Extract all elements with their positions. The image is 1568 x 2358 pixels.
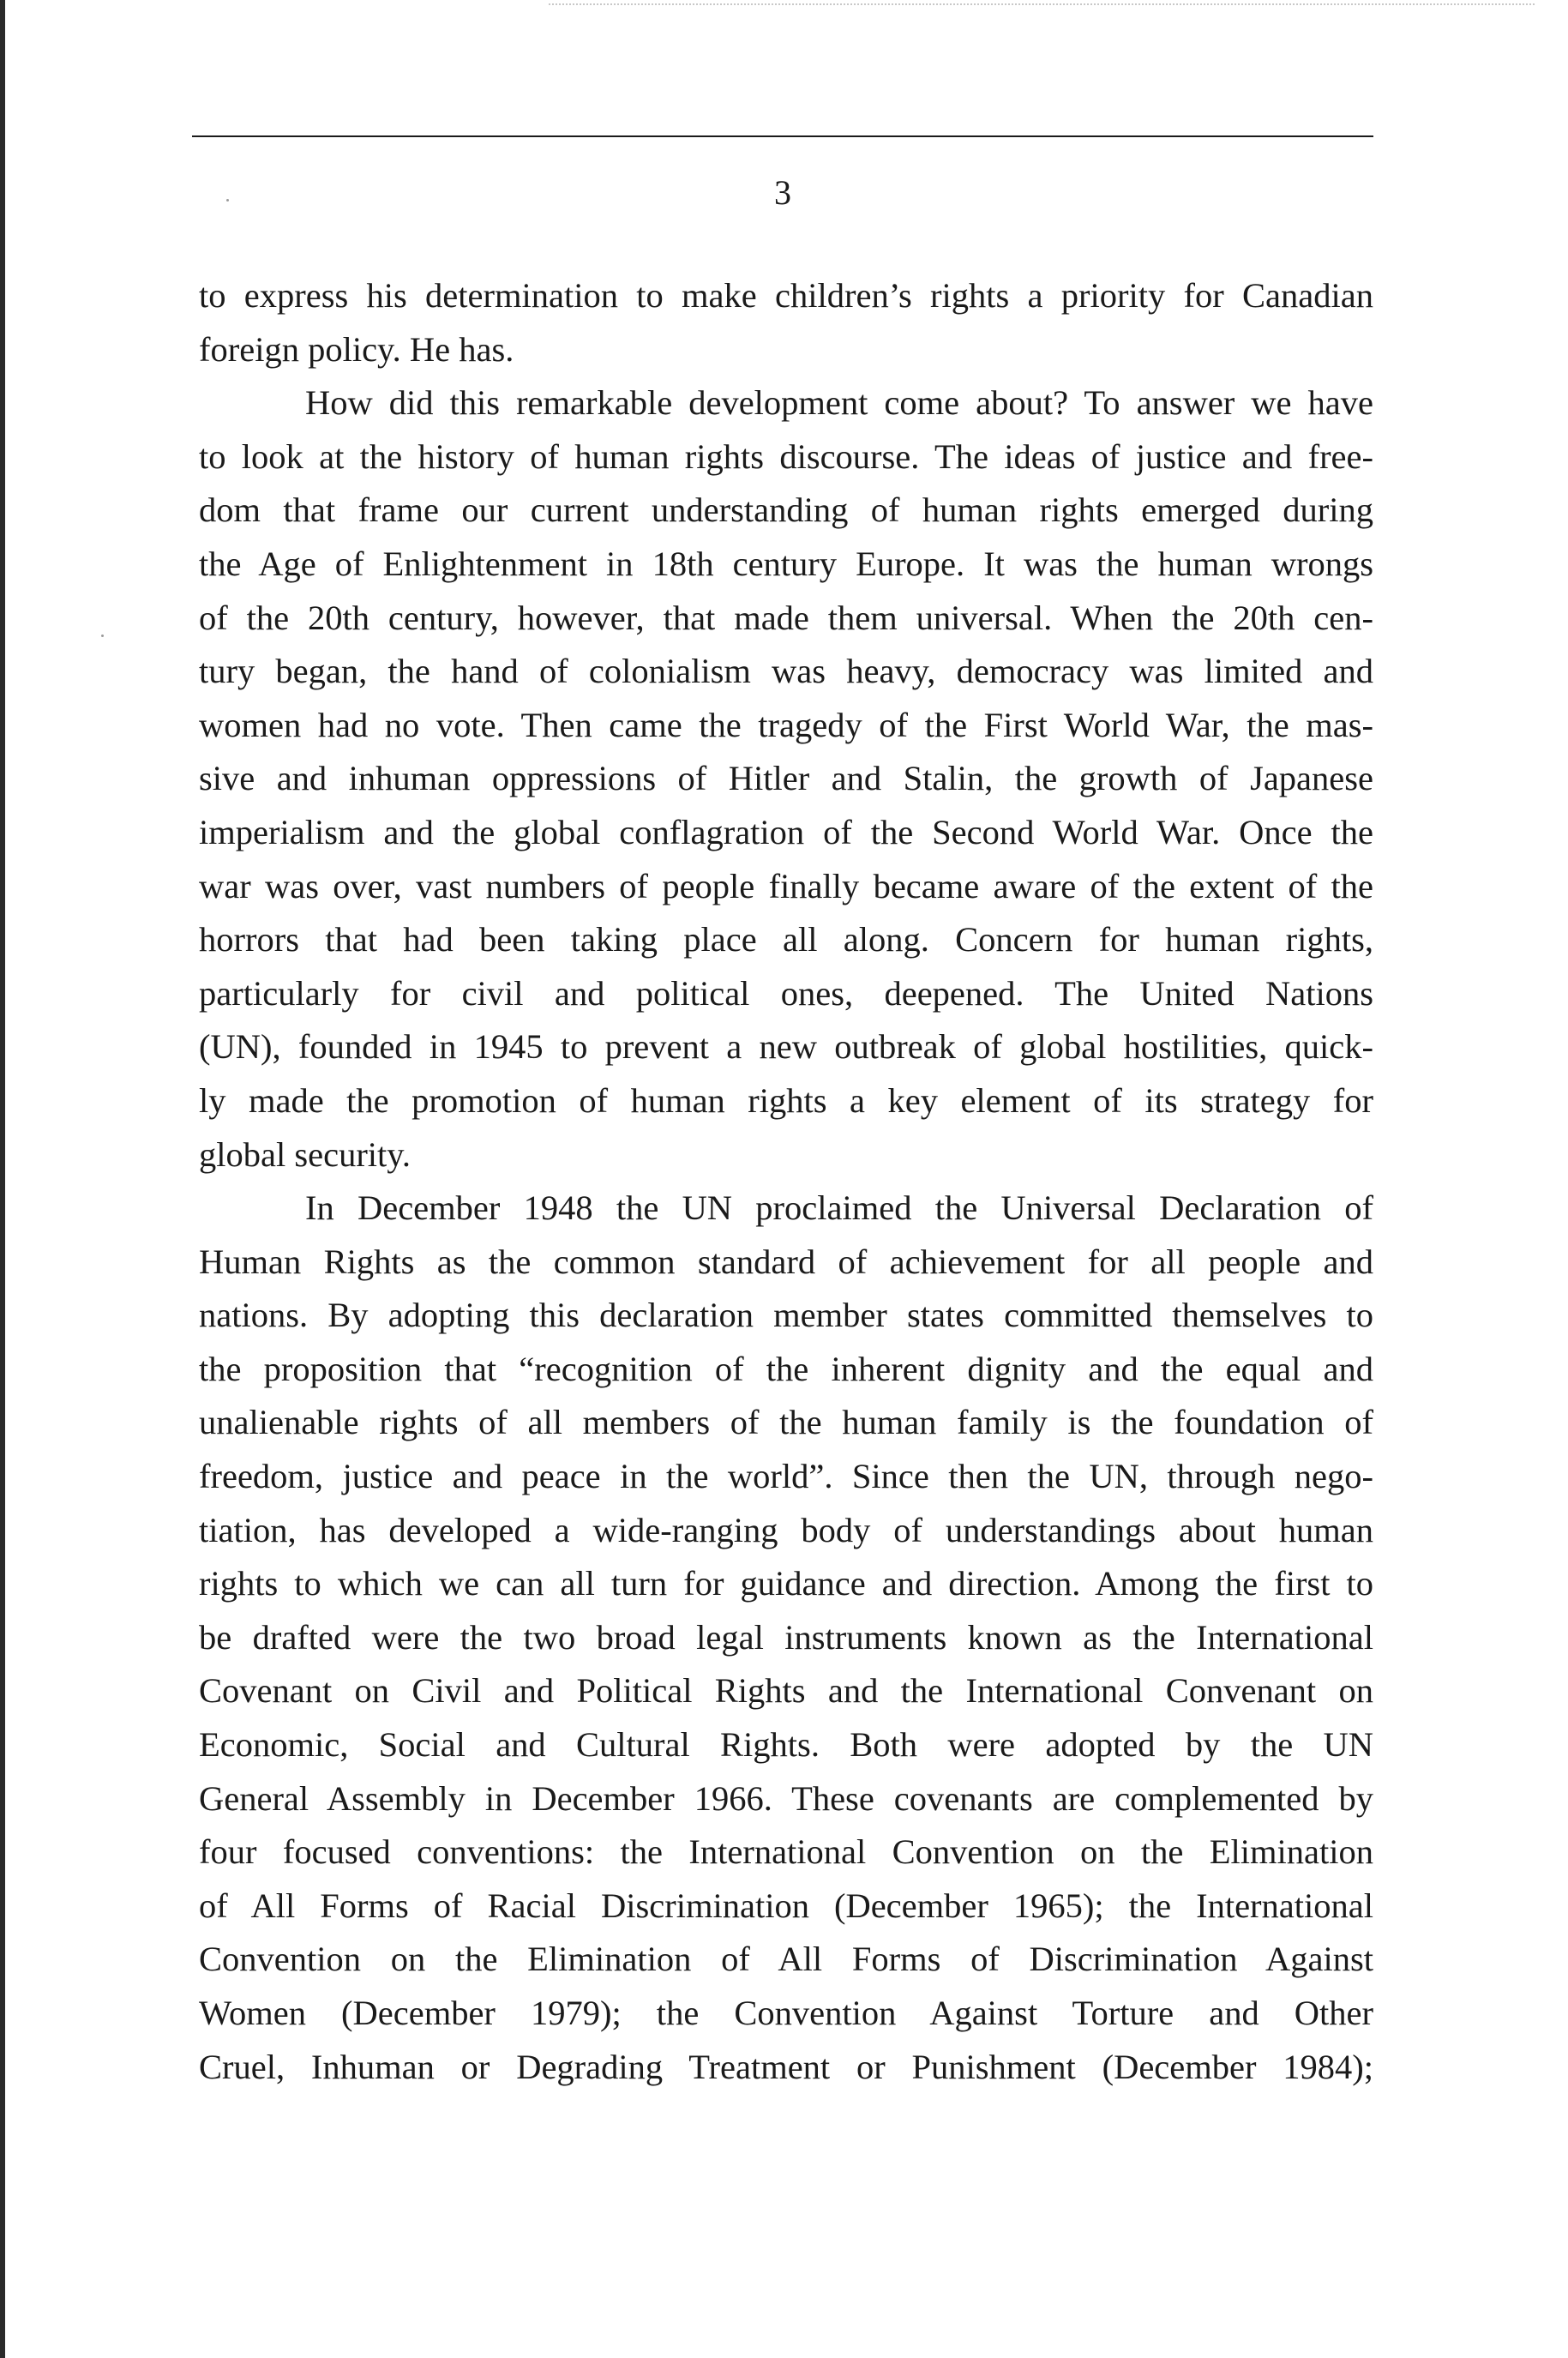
text-line: Covenant on Civil and Political Rights and the International Convenant on [199,1671,1373,1711]
text-line: Convention on the Elimination of All Forms of Discrimination Against [199,1940,1373,1979]
text-line: dom that frame our current understanding of human rights emerged during [199,490,1373,530]
text-line: the proposition that “recognition of the inherent dignity and the equal and [199,1349,1373,1388]
text-line: Cruel, Inhuman or Degrading Treatment or Punishment (December 1984); [199,2047,1373,2086]
text-line: freedom, justice and peace in the world”. Since then the UN, through nego- [199,1457,1373,1496]
text-line: Human Rights as the common standard of achievement for all people and [199,1242,1373,1281]
text-line: particularly for civil and political ones, deepened. The United Nations [199,973,1373,1013]
text-line: war was over, vast numbers of people finally became aware of the extent of the [199,866,1373,905]
scan-binding-edge [0,0,5,2358]
text-line: foreign policy. He has. [199,329,514,369]
text-line: nations. By adopting this declaration member states committed themselves to [199,1296,1373,1335]
text-line: tury began, the hand of colonialism was heavy, democracy was limited and [199,652,1373,691]
text-line: horrors that had been taking place all along. Concern for human rights, [199,920,1373,959]
text-line: four focused conventions: the International Convention on the Elimination [199,1832,1373,1872]
text-line: of the 20th century, however, that made them universal. When the 20th cen- [199,598,1373,637]
text-line: unalienable rights of all members of the human family is the foundation of [199,1403,1373,1442]
text-line: Women (December 1979); the Convention Against Torture and Other [199,1994,1373,2032]
text-line: General Assembly in December 1966. These covenants are complemented by [199,1778,1373,1818]
text-line: to express his determination to make children’s rights a priority for Canadian [199,276,1373,315]
scan-speck [101,635,104,637]
text-line: In December 1948 the UN proclaimed the Universal Declaration of [305,1188,1373,1228]
scan-top-edge [549,3,1535,5]
text-line: ly made the promotion of human rights a key element of its strategy for [199,1080,1373,1120]
text-line: the Age of Enlightenment in 18th century Europe. It was the human wrongs [199,544,1373,583]
text-line: global security. [199,1134,412,1174]
text-line: tiation, has developed a wide-ranging body of understandings about human [199,1510,1373,1549]
text-line: of All Forms of Racial Discrimination (December 1965); the International [199,1886,1373,1925]
text-line: to look at the history of human rights discourse. The ideas of justice and free- [199,436,1373,476]
header-rule [192,135,1373,137]
text-line: rights to which we can all turn for guidance and direction. Among the first to [199,1564,1373,1603]
text-line: Economic, Social and Cultural Rights. Both were adopted by the UN [199,1725,1373,1765]
body-text [199,269,1373,2094]
page-number: 3 [774,173,791,212]
text-line: women had no vote. Then came the tragedy of the First World War, the mas- [199,705,1373,744]
text-line: imperialism and the global conflagration of the Second World War. Once the [199,812,1373,851]
text-line: be drafted were the two broad legal instruments known as the International [199,1617,1373,1657]
text-line: How did this remarkable development come about? To answer we have [305,383,1373,423]
text-line: (UN), founded in 1945 to prevent a new outbreak of global hostilities, quick- [199,1027,1373,1067]
text-line: sive and inhuman oppressions of Hitler and Stalin, the growth of Japanese [199,759,1373,798]
